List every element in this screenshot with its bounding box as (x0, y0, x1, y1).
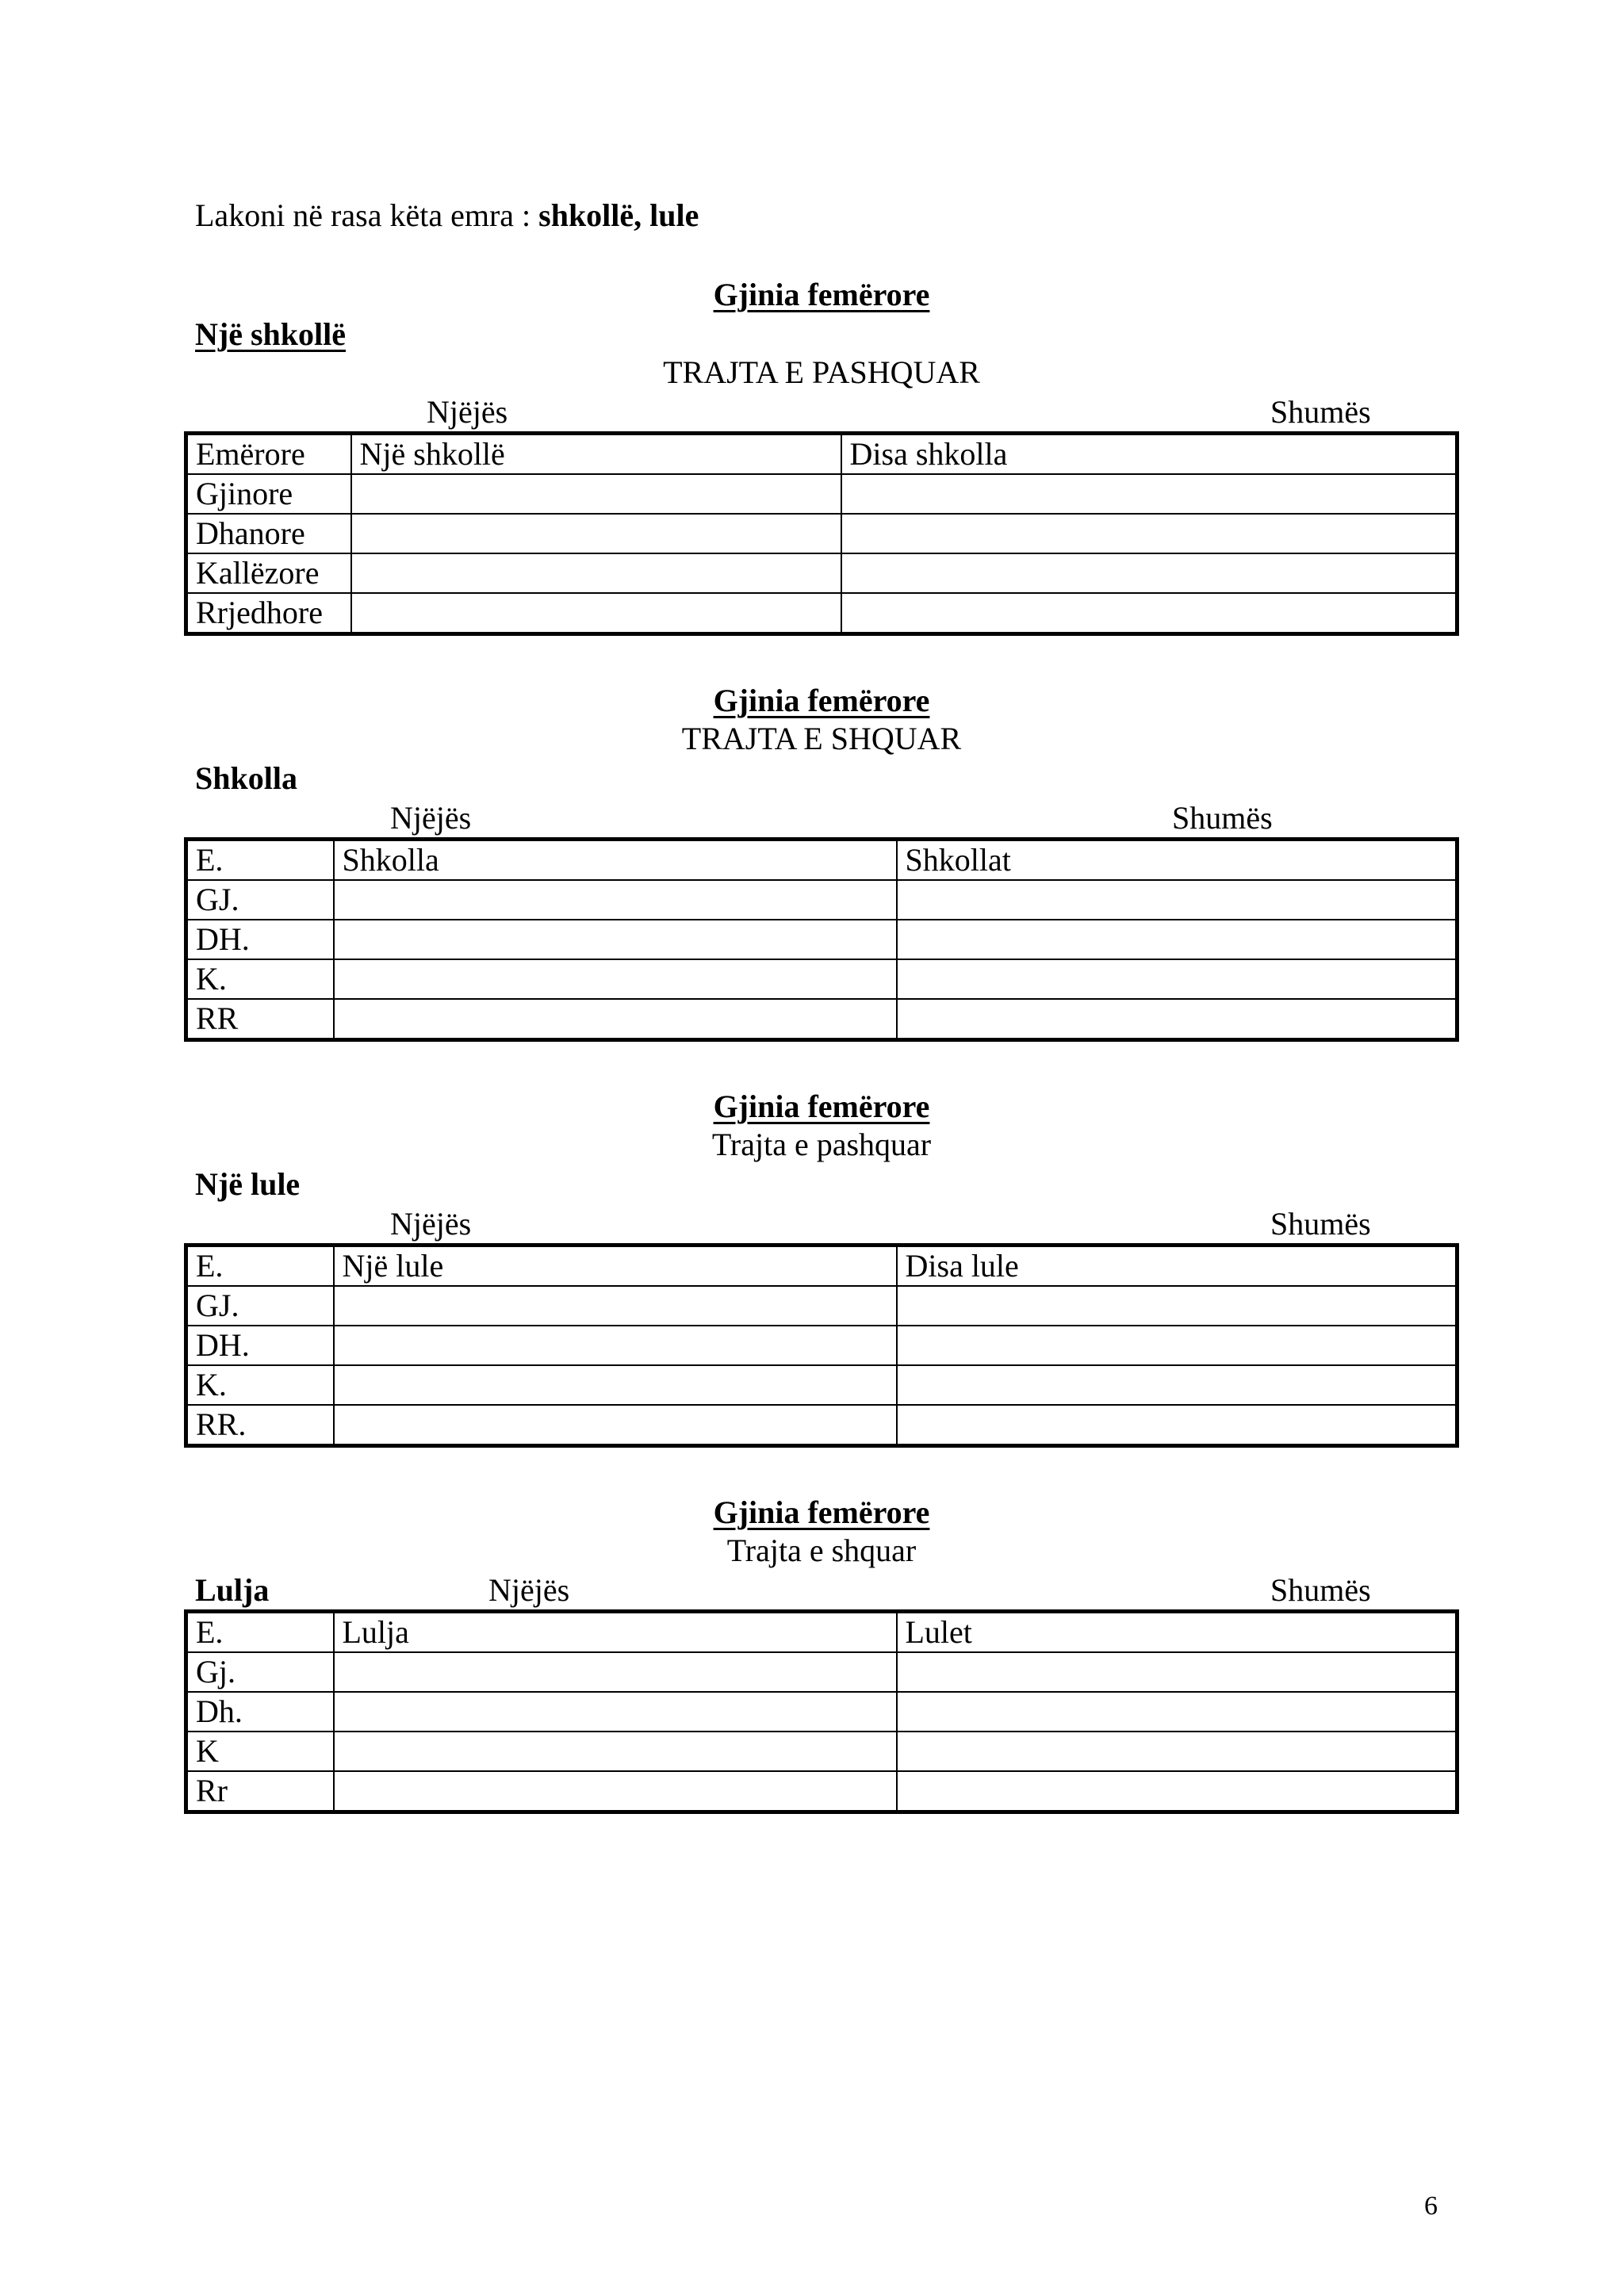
case-label: K. (186, 959, 334, 999)
section-2-declension-table (184, 837, 1459, 1042)
singular-cell: Një lule (334, 1246, 897, 1287)
singular-cell (334, 959, 897, 999)
case-label: DH. (186, 1326, 334, 1365)
case-label: Rrjedhore (186, 593, 351, 634)
case-label: Emërore (186, 434, 351, 475)
plural-cell (897, 1405, 1457, 1446)
table-row (186, 553, 1457, 593)
section-4-form: Trajta e shquar (726, 1533, 917, 1568)
plural-cell (841, 514, 1457, 553)
case-label: Dh. (186, 1692, 334, 1732)
singular-cell (334, 880, 897, 920)
table-row (186, 434, 1457, 475)
singular-cell (334, 1732, 897, 1771)
singular-cell (334, 1326, 897, 1365)
singular-cell (334, 1405, 897, 1446)
table-row (186, 1771, 1457, 1812)
table-row (186, 880, 1457, 920)
singular-cell: Një shkollë (351, 434, 841, 475)
section-4-plural-label: Shumës (1270, 1572, 1371, 1608)
section-4-singular-label: Njëjës (488, 1572, 570, 1608)
case-label: RR (186, 999, 334, 1040)
table-row (186, 959, 1457, 999)
section-1-singular-label: Njëjës (427, 394, 508, 430)
case-label: Kallëzore (186, 553, 351, 593)
plural-cell (897, 999, 1457, 1040)
table-row (186, 1732, 1457, 1771)
table-row (186, 1405, 1457, 1446)
section-1-gender-heading: Gjinia femërore (713, 277, 930, 312)
section-1-declension-table (184, 431, 1459, 636)
plural-cell (841, 553, 1457, 593)
section-3-form: Trajta e pashquar (711, 1127, 932, 1162)
singular-cell: Shkolla (334, 840, 897, 881)
plural-cell: Disa lule (897, 1246, 1457, 1287)
case-label: DH. (186, 920, 334, 959)
instruction-text: Lakoni në rasa këta emra : (195, 197, 539, 233)
singular-cell (351, 593, 841, 634)
singular-cell: Lulja (334, 1612, 897, 1653)
section-3-plural-label: Shumës (1270, 1206, 1371, 1242)
case-label: K. (186, 1365, 334, 1405)
section-1-noun: Një shkollë (195, 316, 346, 352)
case-label: E. (186, 1612, 334, 1653)
plural-cell: Shkollat (897, 840, 1457, 881)
case-label: Gj. (186, 1652, 334, 1692)
singular-cell (351, 514, 841, 553)
table-row (186, 1286, 1457, 1326)
section-4-declension-table (184, 1609, 1459, 1814)
table-row (186, 514, 1457, 553)
plural-cell (897, 880, 1457, 920)
singular-cell (334, 999, 897, 1040)
section-4-noun: Lulja (195, 1572, 270, 1608)
section-2-gender-heading: Gjinia femërore (713, 683, 930, 718)
table-row (186, 1246, 1457, 1287)
singular-cell (334, 1652, 897, 1692)
singular-cell (351, 474, 841, 514)
case-label: RR. (186, 1405, 334, 1446)
section-3-singular-label: Njëjës (390, 1206, 472, 1242)
plural-cell (897, 1732, 1457, 1771)
plural-cell (897, 1692, 1457, 1732)
case-label: Rr (186, 1771, 334, 1812)
section-2-singular-label: Njëjës (390, 800, 472, 836)
singular-cell (334, 1771, 897, 1812)
case-label: GJ. (186, 880, 334, 920)
section-2-plural-label: Shumës (1172, 800, 1273, 836)
singular-cell (334, 1692, 897, 1732)
case-label: E. (186, 1246, 334, 1287)
table-row (186, 1692, 1457, 1732)
plural-cell (897, 1326, 1457, 1365)
plural-cell (897, 1771, 1457, 1812)
table-row (186, 999, 1457, 1040)
page-number: 6 (1424, 2191, 1438, 2221)
table-row (186, 920, 1457, 959)
section-1-form: TRAJTA E PASHQUAR (663, 354, 980, 390)
case-label: Gjinore (186, 474, 351, 514)
table-row (186, 840, 1457, 881)
section-2-noun: Shkolla (195, 760, 297, 796)
singular-cell (334, 1286, 897, 1326)
case-label: E. (186, 840, 334, 881)
plural-cell (841, 593, 1457, 634)
plural-cell (897, 1365, 1457, 1405)
table-row (186, 1365, 1457, 1405)
section-3-gender-heading: Gjinia femërore (713, 1089, 930, 1124)
table-row (186, 474, 1457, 514)
plural-cell: Lulet (897, 1612, 1457, 1653)
plural-cell: Disa shkolla (841, 434, 1457, 475)
plural-cell (897, 1286, 1457, 1326)
table-row (186, 1326, 1457, 1365)
case-label: Dhanore (186, 514, 351, 553)
table-row (186, 593, 1457, 634)
instruction-words: shkollë, lule (538, 197, 699, 233)
plural-cell (841, 474, 1457, 514)
section-1-plural-label: Shumës (1270, 394, 1371, 430)
table-row (186, 1612, 1457, 1653)
plural-cell (897, 920, 1457, 959)
plural-cell (897, 959, 1457, 999)
section-3-declension-table (184, 1243, 1459, 1448)
plural-cell (897, 1652, 1457, 1692)
case-label: GJ. (186, 1286, 334, 1326)
singular-cell (334, 920, 897, 959)
case-label: K (186, 1732, 334, 1771)
instruction-line (195, 197, 699, 233)
section-4-gender-heading: Gjinia femërore (713, 1494, 930, 1530)
singular-cell (351, 553, 841, 593)
section-3-noun: Një lule (195, 1166, 301, 1202)
table-row (186, 1652, 1457, 1692)
section-2-form: TRAJTA E SHQUAR (681, 721, 962, 756)
singular-cell (334, 1365, 897, 1405)
